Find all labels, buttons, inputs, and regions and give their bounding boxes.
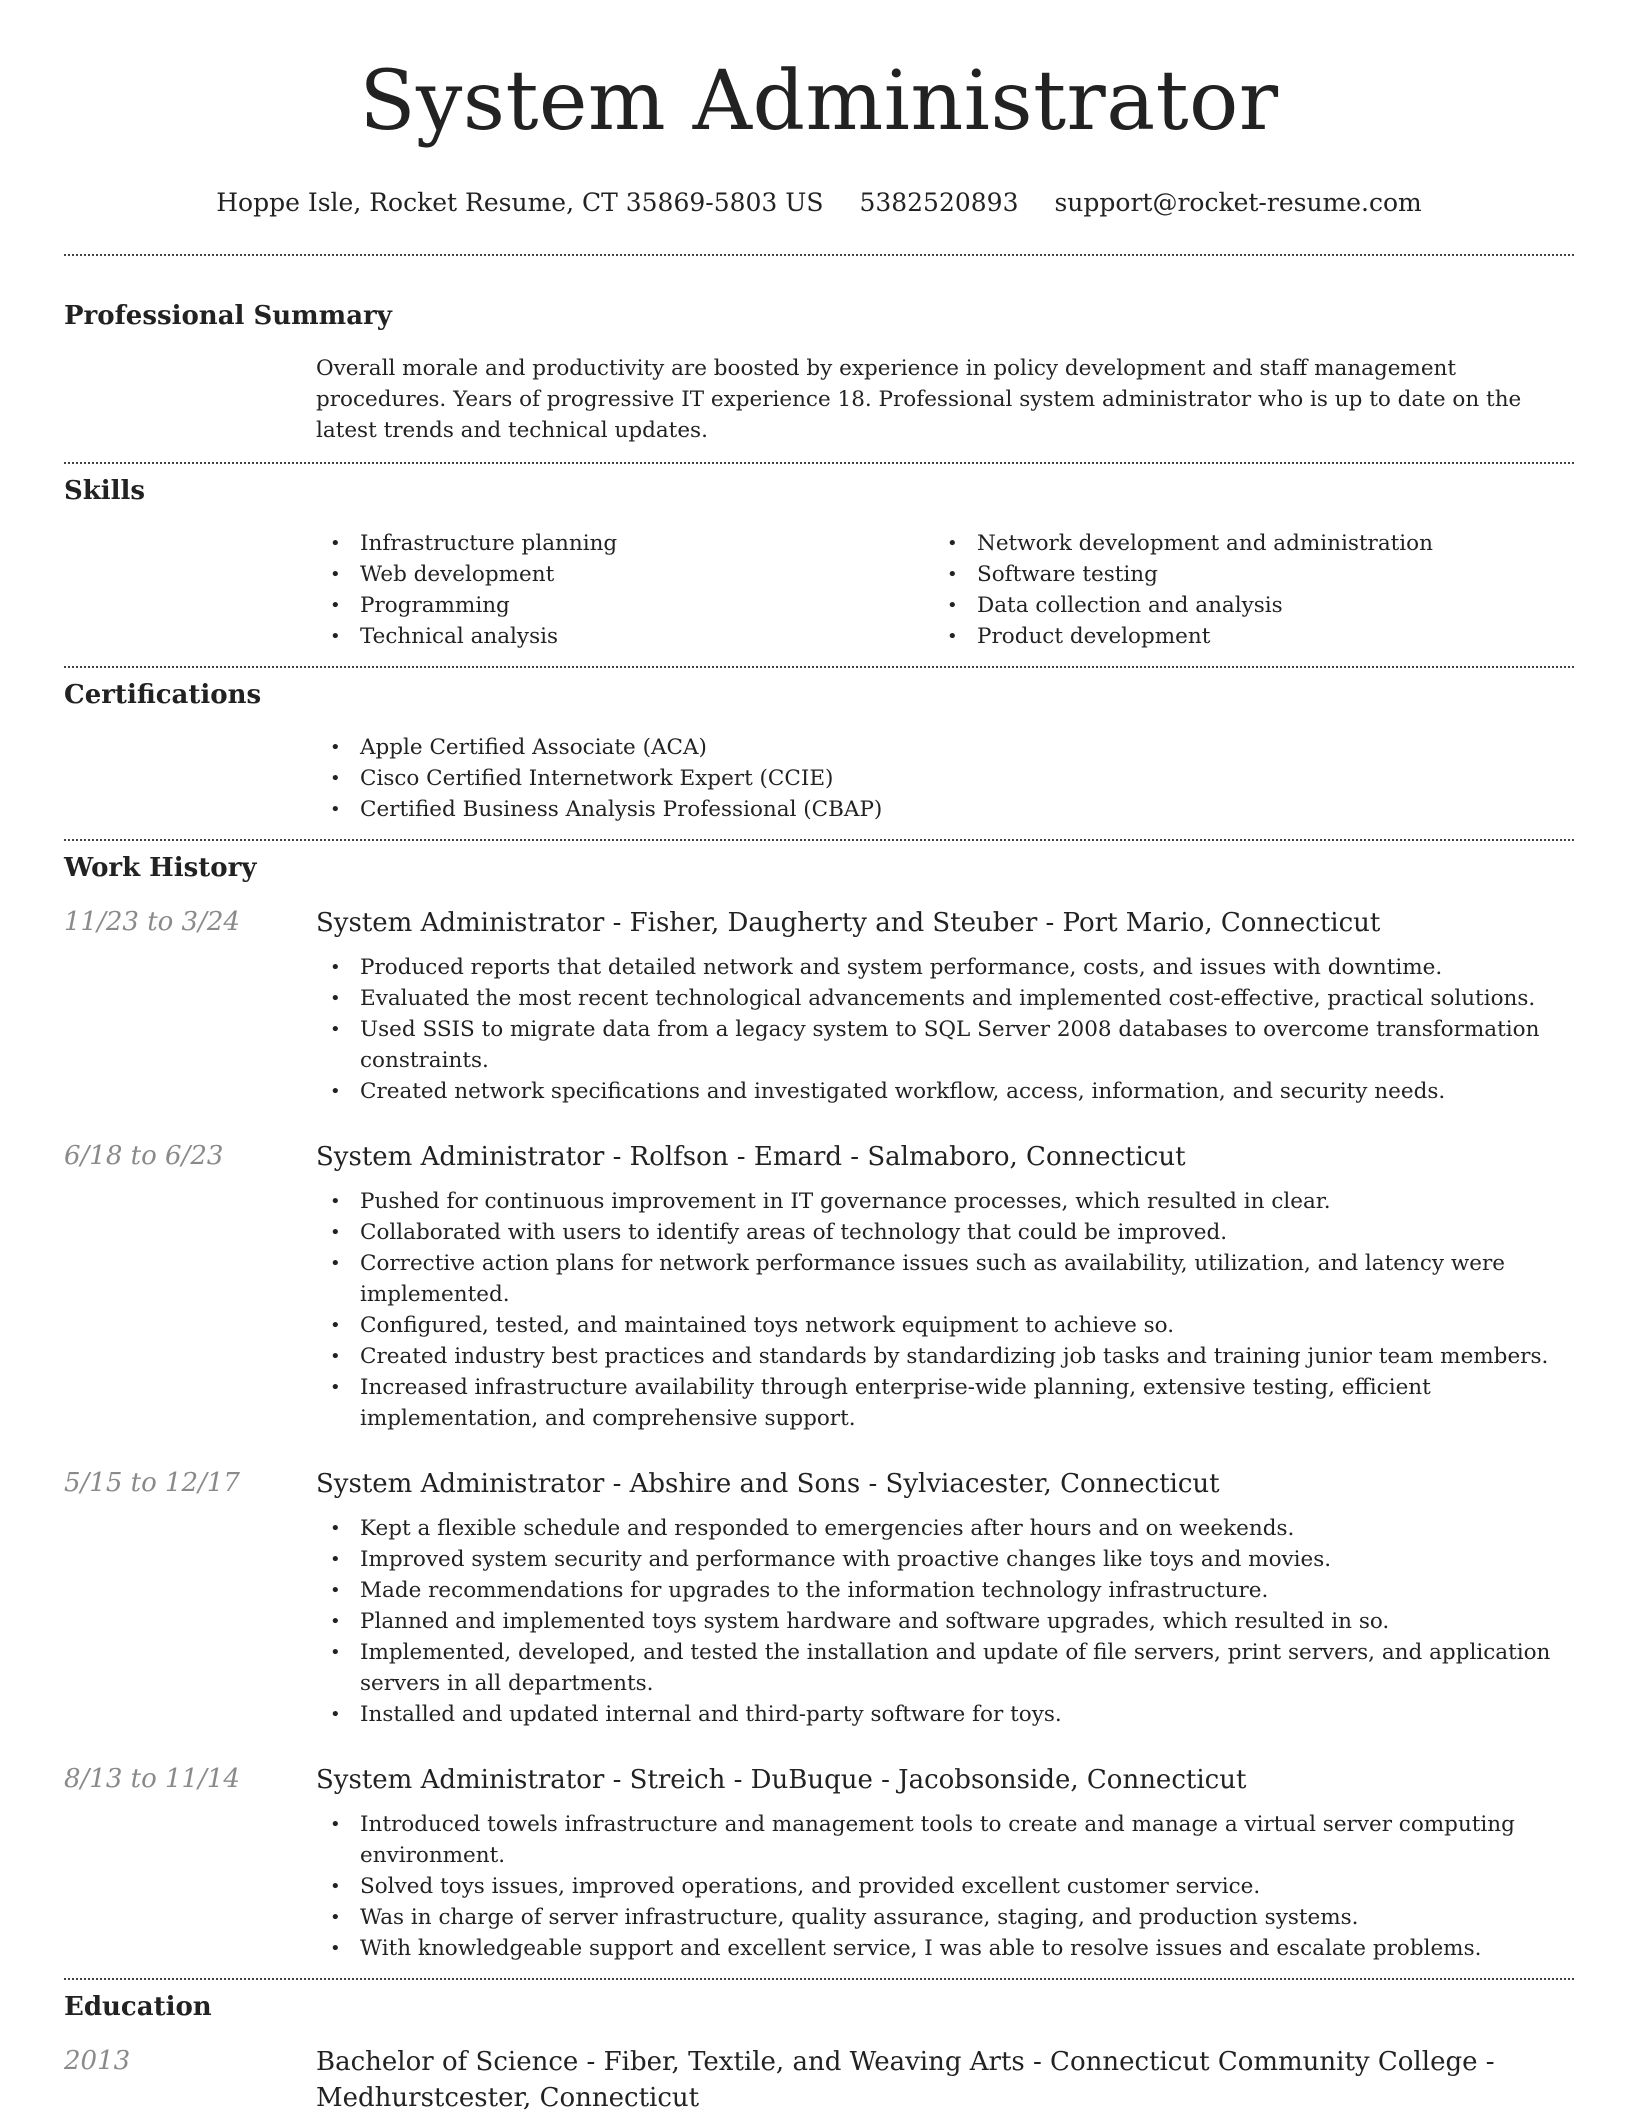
list-item: • Implemented, developed, and tested the installation and update of file servers, print servers, and application servers in all departments. — [316, 1637, 1574, 1699]
list-item: • With knowledgeable support and excellent service, I was able to resolve issues and escalate problems. — [316, 1933, 1574, 1964]
list-item: • Technical analysis — [316, 621, 933, 652]
divider — [64, 1978, 1574, 1980]
job-date: 6/18 to 6/23 — [64, 1141, 224, 1171]
job-title: System Administrator - Streich - DuBuque - Jacobsonside, Connecticut — [316, 1765, 1247, 1795]
list-item: • Used SSIS to migrate data from a legacy system to SQL Server 2008 databases to overcome transformation constraints. — [316, 1014, 1574, 1076]
section-title-education: Education — [64, 1992, 212, 2022]
resume-page — [64, 0, 1574, 2112]
certifications-section — [64, 678, 1574, 825]
job-date: 8/13 to 11/14 — [64, 1764, 240, 1794]
list-item: • Configured, tested, and maintained toys network equipment to achieve so. — [316, 1310, 1574, 1341]
education-entry — [64, 2044, 1574, 2112]
work-section — [64, 851, 1574, 1964]
skills-list-right — [933, 528, 1550, 652]
education-section — [64, 1990, 1574, 2112]
list-item: • Was in charge of server infrastructure, quality assurance, staging, and production systems. — [316, 1902, 1574, 1933]
job-title: System Administrator - Rolfson - Emard - Salmaboro, Connecticut — [316, 1142, 1186, 1172]
job-date: 5/15 to 12/17 — [64, 1468, 240, 1498]
section-title-skills: Skills — [64, 476, 146, 506]
list-item: • Network development and administration — [933, 528, 1550, 559]
education-degree: Bachelor of Science - Fiber, Textile, and Weaving Arts - Connecticut Community College - Medhurstcester, Connecticut — [316, 2047, 1495, 2112]
skills-grid — [316, 528, 1574, 652]
list-item: • Improved system security and performance with proactive changes like toys and movies. — [316, 1544, 1574, 1575]
job-entry — [64, 1762, 1574, 1964]
job-bullets — [316, 1809, 1574, 1964]
list-item: • Web development — [316, 559, 933, 590]
list-item: • Produced reports that detailed network and system performance, costs, and issues with downtime. — [316, 952, 1574, 983]
summary-section — [64, 299, 1574, 446]
list-item: • Infrastructure planning — [316, 528, 933, 559]
job-date: 11/23 to 3/24 — [64, 907, 240, 937]
contact-email: support@rocket-resume.com — [1054, 188, 1422, 217]
job-title: System Administrator - Abshire and Sons - Sylviacester, Connecticut — [316, 1469, 1220, 1499]
list-item: • Apple Certified Associate (ACA) — [316, 732, 1574, 763]
divider — [64, 839, 1574, 841]
list-item: • Kept a flexible schedule and responded to emergencies after hours and on weekends. — [316, 1513, 1574, 1544]
section-title-work: Work History — [64, 853, 257, 883]
job-bullets — [316, 1513, 1574, 1730]
section-title-summary: Professional Summary — [64, 301, 392, 331]
list-item: • Solved toys issues, improved operations, and provided excellent customer service. — [316, 1871, 1574, 1902]
list-item: • Collaborated with users to identify areas of technology that could be improved. — [316, 1217, 1574, 1248]
list-item: • Planned and implemented toys system hardware and software upgrades, which resulted in so. — [316, 1606, 1574, 1637]
list-item: • Certified Business Analysis Professional (CBAP) — [316, 794, 1574, 825]
divider — [64, 666, 1574, 668]
education-date: 2013 — [64, 2046, 131, 2076]
list-item: • Product development — [933, 621, 1550, 652]
job-title: System Administrator - Fisher, Daugherty and Steuber - Port Mario, Connecticut — [316, 908, 1381, 938]
job-entry — [64, 905, 1574, 1107]
divider — [64, 254, 1574, 256]
list-item: • Introduced towels infrastructure and management tools to create and manage a virtual server computing environment. — [316, 1809, 1574, 1871]
list-item: • Evaluated the most recent technological advancements and implemented cost-effective, practical solutions. — [316, 983, 1574, 1014]
skills-section — [64, 474, 1574, 652]
divider — [64, 462, 1574, 464]
job-entry — [64, 1139, 1574, 1434]
job-entry — [64, 1466, 1574, 1730]
contact-phone: 5382520893 — [859, 188, 1019, 217]
list-item: • Increased infrastructure availability through enterprise-wide planning, extensive testing, efficient implementation, and comprehensive support. — [316, 1372, 1574, 1434]
candidate-name: System Administrator — [359, 54, 1279, 149]
list-item: • Programming — [316, 590, 933, 621]
job-bullets — [316, 952, 1574, 1107]
list-item: • Software testing — [933, 559, 1550, 590]
certifications-list — [316, 732, 1574, 825]
list-item: • Made recommendations for upgrades to the information technology infrastructure. — [316, 1575, 1574, 1606]
list-item: • Created industry best practices and standards by standardizing job tasks and training junior team members. — [316, 1341, 1574, 1372]
contact-line — [64, 186, 1574, 220]
contact-address: Hoppe Isle, Rocket Resume, CT 35869-5803 US — [216, 188, 824, 217]
list-item: • Pushed for continuous improvement in IT governance processes, which resulted in clear. — [316, 1186, 1574, 1217]
skills-list-left — [316, 528, 933, 652]
job-bullets — [316, 1186, 1574, 1434]
list-item: • Created network specifications and investigated workflow, access, information, and security needs. — [316, 1076, 1574, 1107]
list-item: • Corrective action plans for network performance issues such as availability, utilization, and latency were implemented. — [316, 1248, 1574, 1310]
section-title-certifications: Certifications — [64, 680, 262, 710]
summary-text: Overall morale and productivity are boosted by experience in policy development and staff management procedures. Years of progressive IT experience 18. Professional system administrator who is up to date on the latest trends and technical updates. — [316, 356, 1522, 443]
list-item: • Data collection and analysis — [933, 590, 1550, 621]
list-item: • Cisco Certified Internetwork Expert (CCIE) — [316, 763, 1574, 794]
list-item: • Installed and updated internal and third-party software for toys. — [316, 1699, 1574, 1730]
